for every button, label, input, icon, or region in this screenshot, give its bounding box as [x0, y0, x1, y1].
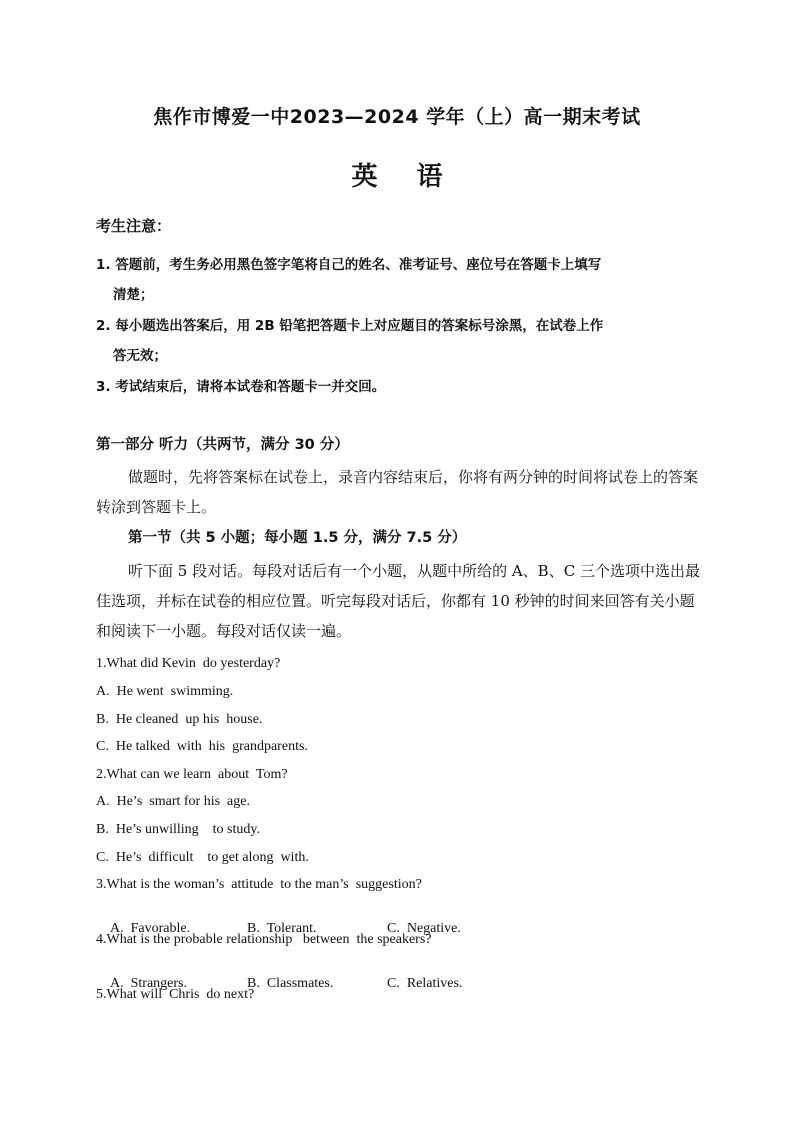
part1-heading: 第一部分 听力（共两节，满分 30 分）	[96, 437, 349, 453]
notice-item-3	[96, 372, 716, 402]
question-5-stem: 5.What will Chris do next?	[96, 987, 255, 1002]
notice-item-3-line1: 3. 考试结束后，请将本试卷和答题卡一并交回。	[96, 379, 386, 395]
notice-item-1-line1: 1. 答题前，考生务必用黑色签字笔将自己的姓名、准考证号、座位号在答题卡上填写	[96, 257, 602, 273]
question-4-stem: 4.What is the probable relationship between the speakers?	[96, 932, 432, 947]
notice-heading: 考生注意：	[96, 217, 172, 235]
question-4-option-c: C. Relatives.	[387, 976, 463, 991]
question-2-option-b: B. He’s unwilling to study.	[96, 822, 260, 837]
question-2-option-a: A. He’s smart for his age.	[96, 794, 250, 809]
question-1-option-c: C. He talked with his grandparents.	[96, 739, 308, 754]
question-4-option-a: A. Strangers.	[110, 976, 187, 991]
question-1-stem: 1.What did Kevin do yesterday?	[96, 656, 281, 671]
notice-item-1-line2: 清楚；	[113, 287, 154, 303]
notice-item-2-line2: 答无效；	[113, 348, 167, 364]
notice-item-2	[96, 311, 716, 371]
subject-title: 英 语	[351, 162, 443, 192]
question-2-stem: 2.What can we learn about Tom?	[96, 767, 288, 782]
question-1-option-b: B. He cleaned up his house.	[96, 712, 263, 727]
question-3-stem: 3.What is the woman’s attitude to the man’s suggestion?	[96, 877, 422, 892]
question-3-option-c: C. Negative.	[387, 921, 461, 936]
part1-intro: 做题时，先将答案标在试卷上，录音内容结束后，你将有两分钟的时间将试卷上的答案转涂到答题卡上。	[96, 468, 699, 516]
section1-intro: 听下面 5 段对话。每段对话后有一个小题，从题中所给的 A、B、C 三个选项中选出最佳选项，并标在试卷的相应位置。听完每段对话后，你都有 10 秒钟的时间来回答有关小题和阅读下一小题。每段对话仅读一遍。	[96, 562, 700, 640]
question-2-option-c: C. He’s difficult to get along with.	[96, 850, 309, 865]
question-3-option-a: A. Favorable.	[110, 921, 191, 936]
question-4-option-b: B. Classmates.	[247, 976, 334, 991]
question-3-option-b: B. Tolerant.	[247, 921, 317, 936]
question-1-option-a: A. He went swimming.	[96, 684, 234, 699]
exam-title: 焦作市博爱一中2023—2024 学年（上）高一期末考试	[153, 106, 641, 128]
notice-item-2-line1: 2. 每小题选出答案后，用 2B 铅笔把答题卡上对应题目的答案标号涂黑，在试卷上作	[96, 318, 604, 334]
section1-heading: 第一节（共 5 小题；每小题 1.5 分，满分 7.5 分）	[128, 530, 467, 546]
notice-item-1	[96, 250, 716, 310]
